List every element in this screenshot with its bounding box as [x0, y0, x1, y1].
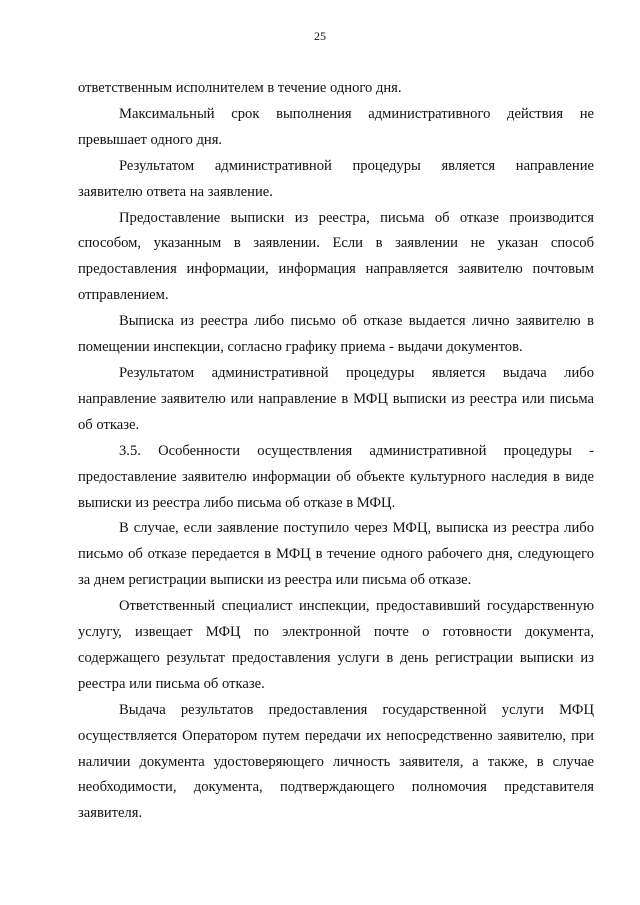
paragraph-4: Предоставление выписки из реестра, письма об отказе производится способом, указанным в заявлении. Если в заявлении не указан способ предоставления информации, информация направляется заявителю почтовым отправлением. [78, 209, 594, 304]
document-body [78, 76, 594, 827]
paragraph-3: Результатом административной процедуры является направление заявителю ответа на заявление. [78, 157, 594, 200]
page-number: 25 [314, 29, 326, 43]
paragraph-6: Результатом административной процедуры является выдача либо направление заявителю или направление в МФЦ выписки из реестра или письма об отказе. [78, 364, 594, 433]
paragraph-1: ответственным исполнителем в течение одного дня. [78, 80, 402, 96]
paragraph-8: В случае, если заявление поступило через МФЦ, выписка из реестра либо письмо об отказе передается в МФЦ в течение одного рабочего дня, следующего за днем регистрации выписки из реестра или письма об отказе. [78, 520, 594, 589]
paragraph-2: Максимальный срок выполнения административного действия не превышает одного дня. [78, 105, 594, 148]
paragraph-10: Выдача результатов предоставления государственной услуги МФЦ осуществляется Оператором путем передачи их непосредственно заявителю, при наличии документа удостоверяющего личность заявителя, а также, в случае необходимости, документа, подтверждающего полномочия представителя заявителя. [78, 701, 594, 822]
section-heading-3-5: 3.5. Особенности осуществления административной процедуры - предоставление заявителю информации об объекте культурного наследия в виде выписки из реестра либо письма об отказе в МФЦ. [78, 442, 594, 511]
paragraph-5: Выписка из реестра либо письмо об отказе выдается лично заявителю в помещении инспекции, согласно графику приема - выдачи документов. [78, 313, 594, 356]
paragraph-9: Ответственный специалист инспекции, предоставивший государственную услугу, извещает МФЦ по электронной почте о готовности документа, содержащего результат предоставления услуги в день регистрации выписки из реестра или письма об отказе. [78, 598, 594, 692]
